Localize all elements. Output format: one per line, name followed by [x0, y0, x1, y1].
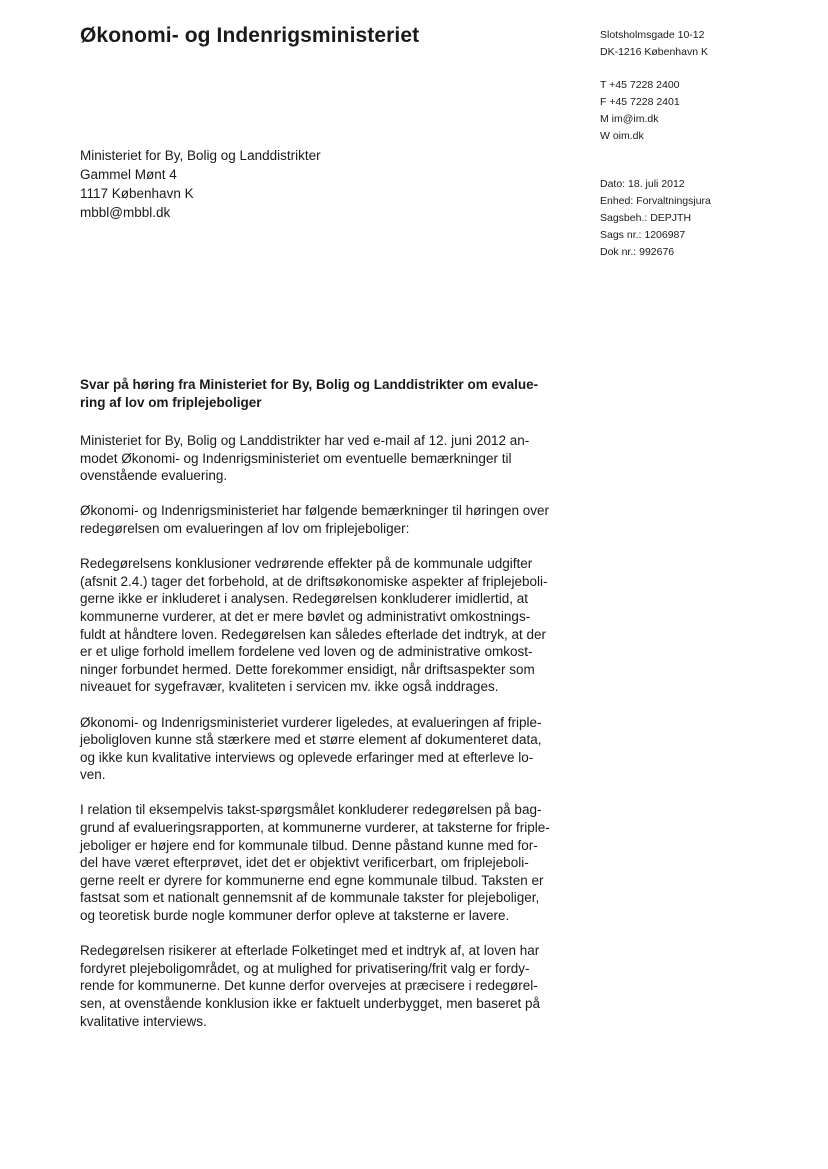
- letter-body: [80, 432, 570, 1048]
- date-line: Dato: 18. juli 2012: [600, 178, 685, 190]
- body-line: fuldt at håndtere loven. Redegørelsen kan således efterlade det indtryk, at der: [80, 626, 547, 642]
- body-line: kommunerne vurderer, at det er mere bøvlet og administrativt omkostnings-: [80, 608, 531, 624]
- body-line: I relation til eksempelvis takst-spørgsmålet konkluderer redegørelsen på bag-: [80, 802, 542, 818]
- body-line: (afsnit 2.4.) tager det forbehold, at de driftsøkonomiske aspekter af friplejeboli-: [80, 573, 548, 589]
- body-paragraph: [80, 502, 570, 537]
- ministry-title: Økonomi- og Indenrigsministeriet: [80, 24, 420, 47]
- address-line: Slotsholmsgade 10-12: [600, 29, 705, 41]
- body-line: er et ulige forhold imellem fordelene ved loven og de administrative omkost-: [80, 644, 533, 660]
- body-line: redegørelsen om evalueringen af lov om friplejeboliger:: [80, 520, 410, 536]
- body-paragraph: [80, 801, 570, 924]
- document-meta: [600, 176, 711, 261]
- body-line: Ministeriet for By, Bolig og Landdistrikter har ved e-mail af 12. juni 2012 an-: [80, 433, 530, 448]
- body-line: jeboligloven kunne stå stærkere med et større element af dokumenteret data,: [80, 732, 542, 748]
- body-line: modet Økonomi- og Indenrigsministeriet om eventuelle bemærkninger til: [80, 450, 512, 466]
- body-line: del have været efterprøvet, idet det er objektivt verificerbart, om friplejeboli-: [80, 855, 529, 871]
- body-line: og ikke kun kvalitative interviews og oplevede erfaringer med at efterleve lo-: [80, 749, 534, 765]
- phone-line: T +45 7228 2400: [600, 79, 680, 91]
- body-line: fastsat som et nationalt gennemsnit af de kommunale takster for plejeboliger,: [80, 890, 540, 906]
- unit-line: Enhed: Forvaltningsjura: [600, 195, 711, 207]
- body-line: Økonomi- og Indenrigsministeriet har følgende bemærkninger til høringen over: [80, 503, 549, 519]
- body-line: kvalitative interviews.: [80, 1013, 207, 1029]
- body-line: jeboliger er højere end for kommunale tilbud. Denne påstand kunne med for-: [80, 837, 538, 853]
- body-line: ninger forbundet hermed. Dette forekommer ensidigt, når driftsaspekter som: [80, 661, 535, 677]
- body-line: fordyret plejeboligområdet, og at mulighed for privatisering/frit valg er fordy-: [80, 960, 530, 976]
- body-line: rende for kommunerne. Det kunne derfor overvejes at præcisere i redegørel-: [80, 978, 538, 994]
- recipient-line: Ministeriet for By, Bolig og Landdistrikter: [80, 148, 321, 163]
- body-line: Økonomi- og Indenrigsministeriet vurderer ligeledes, at evalueringen af friple-: [80, 714, 542, 730]
- body-line: gerne ikke er inkluderet i analysen. Redegørelsen konkluderer imidlertid, at: [80, 591, 528, 607]
- body-line: ovenstående evaluering.: [80, 468, 228, 484]
- body-paragraph: [80, 942, 570, 1030]
- sender-contact: [600, 77, 680, 145]
- address-line: DK-1216 København K: [600, 46, 708, 58]
- recipient-line: mbbl@mbbl.dk: [80, 205, 171, 220]
- body-line: niveauet for sygefravær, kvaliteten i servicen mv. ikke også inddrages.: [80, 679, 499, 695]
- subject-line: ring af lov om friplejeboliger: [80, 395, 262, 410]
- body-line: grund af evalueringsrapporten, at kommunerne vurderer, at taksterne for friple-: [80, 820, 550, 836]
- body-paragraph: [80, 432, 570, 485]
- fax-line: F +45 7228 2401: [600, 96, 680, 108]
- document-number-line: Dok nr.: 992676: [600, 246, 675, 258]
- body-line: gerne reelt er dyrere for kommunerne end egne kommunale tilbud. Taksten er: [80, 872, 544, 888]
- body-line: Redegørelsen risikerer at efterlade Folketinget med et indtryk af, at loven har: [80, 943, 540, 959]
- case-officer-line: Sagsbeh.: DEPJTH: [600, 212, 692, 224]
- body-paragraph: [80, 714, 570, 784]
- email-line: M im@im.dk: [600, 113, 659, 125]
- letter-subject: [80, 376, 560, 412]
- recipient-line: 1117 København K: [80, 186, 194, 201]
- subject-line: Svar på høring fra Ministeriet for By, Bolig og Landdistrikter om evalue-: [80, 377, 539, 392]
- case-number-line: Sags nr.: 1206987: [600, 229, 686, 241]
- sender-address: [600, 27, 708, 61]
- body-line: ven.: [80, 767, 106, 783]
- recipient-line: Gammel Mønt 4: [80, 167, 177, 182]
- body-paragraph: [80, 555, 570, 696]
- body-line: og teoretisk burde nogle kommuner derfor opleve at taksterne er lavere.: [80, 908, 510, 924]
- recipient-address: [80, 146, 321, 222]
- body-line: sen, at ovenstående konklusion ikke er faktuelt underbygget, men baseret på: [80, 996, 541, 1011]
- web-line: W oim.dk: [600, 130, 644, 142]
- body-line: Redegørelsens konklusioner vedrørende effekter på de kommunale udgifter: [80, 556, 533, 572]
